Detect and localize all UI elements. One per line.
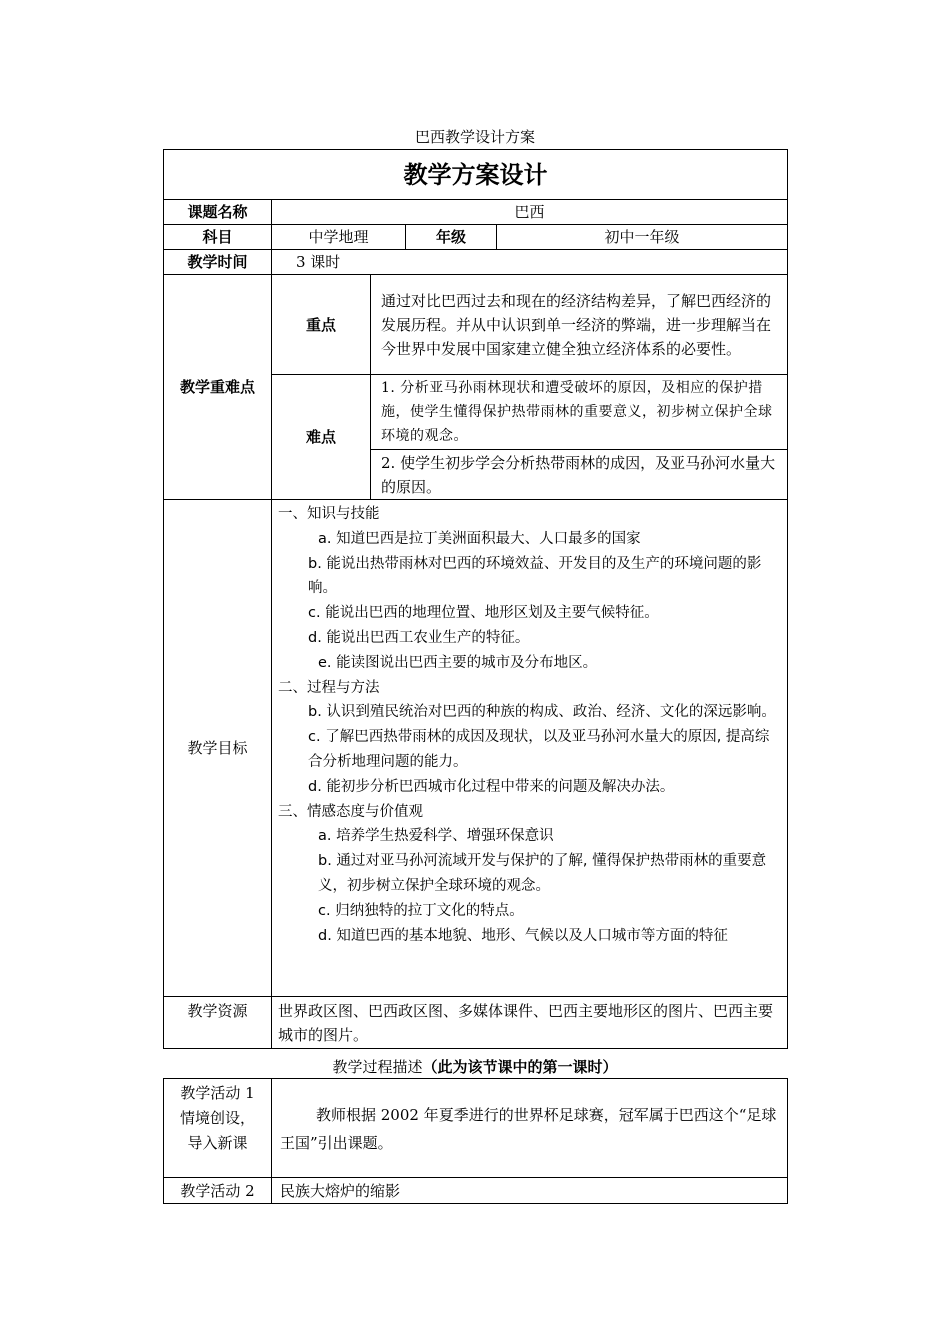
course-label: 课题名称 [164,200,272,225]
goal-item: c. 了解巴西热带雨林的成因及现状，以及亚马孙河水量大的原因, 提高综合分析地理问题的能力。 [308,729,770,770]
activity-2-text: 民族大熔炉的缩影 [272,1178,788,1204]
goal-item: b. 通过对亚马孙河流域开发与保护的了解, 懂得保护热带雨林的重要意义，初步树立保护全球环境的观念。 [318,853,767,894]
goals-heading: 一、知识与技能 [278,506,380,522]
activity-1-text: 教师根据 2002 年夏季进行的世界杯足球赛，冠军属于巴西这个“足球王国”引出课题。 [272,1079,788,1178]
process-table [163,1078,788,1204]
activity-1-label: 教学活动 1 情境创设， 导入新课 [164,1079,272,1178]
goal-item: d. 能说出巴西工农业生产的特征。 [308,629,530,646]
goals-heading: 二、过程与方法 [278,679,380,696]
goal-item: c. 归纳独特的拉丁文化的特点。 [318,902,524,919]
key-difficulty-label: 教学重难点 [164,275,272,500]
difficulty-text-2: 2. 使学生初步学会分析热带雨林的成因，及亚马孙河水量大的原因。 [371,450,788,500]
process-subtitle-plain: 教学过程描述 [332,1058,423,1076]
course-value: 巴西 [272,200,788,225]
goal-item: e. 能读图说出巴西主要的城市及分布地区。 [318,654,598,671]
lesson-plan-table [163,149,788,1049]
key-point-label: 重点 [272,275,371,375]
grade-label: 年级 [406,225,497,250]
subject-label: 科目 [164,225,272,250]
difficulty-text-1: 1. 分析亚马孙雨林现状和遭受破坏的原因，及相应的保护措施，使学生懂得保护热带雨林的重要意义，初步树立保护全球环境的观念。 [371,375,788,450]
goal-item: b. 认识到殖民统治对巴西的种族的构成、政治、经济、文化的深远影响。 [308,704,776,721]
process-subtitle-bold: （此为该节课中的第一课时） [422,1058,618,1076]
document-title: 巴西教学设计方案 [414,128,535,146]
process-subtitle [0,1056,950,1077]
key-point-text: 通过对比巴西过去和现在的经济结构差异，了解巴西经济的发展历程。并从中认识到单一经济的弊端，进一步理解当在今世界中发展中国家建立健全独立经济体系的必要性。 [371,275,788,375]
time-label: 教学时间 [164,250,272,275]
goal-item: b. 能说出热带雨林对巴西的环境效益、开发目的及生产的环境问题的影响。 [308,555,762,597]
goals-heading: 三、情感态度与价值观 [278,803,423,820]
table-title: 教学方案设计 [164,150,788,200]
goal-item: d. 能初步分析巴西城市化过程中带来的问题及解决办法。 [308,778,675,795]
goal-item: a. 知道巴西是拉丁美洲面积最大、人口最多的国家 [318,530,641,547]
grade-value: 初中一年级 [497,225,788,250]
difficulty-label: 难点 [272,375,371,500]
goals-content [272,500,788,997]
activity-2-label: 教学活动 2 [164,1178,272,1204]
goals-label: 教学目标 [164,500,272,997]
goal-item: d. 知道巴西的基本地貌、地形、气候以及人口城市等方面的特征 [318,927,728,944]
goal-item: c. 能说出巴西的地理位置、地形区划及主要气候特征。 [308,605,659,622]
time-value: 3 课时 [272,250,788,275]
goal-item: a. 培养学生热爱科学、增强环保意识 [318,828,554,845]
resources-text: 世界政区图、巴西政区图、多媒体课件、巴西主要地形区的图片、巴西主要城市的图片。 [272,997,788,1049]
subject-value: 中学地理 [272,225,406,250]
resources-label: 教学资源 [164,997,272,1049]
